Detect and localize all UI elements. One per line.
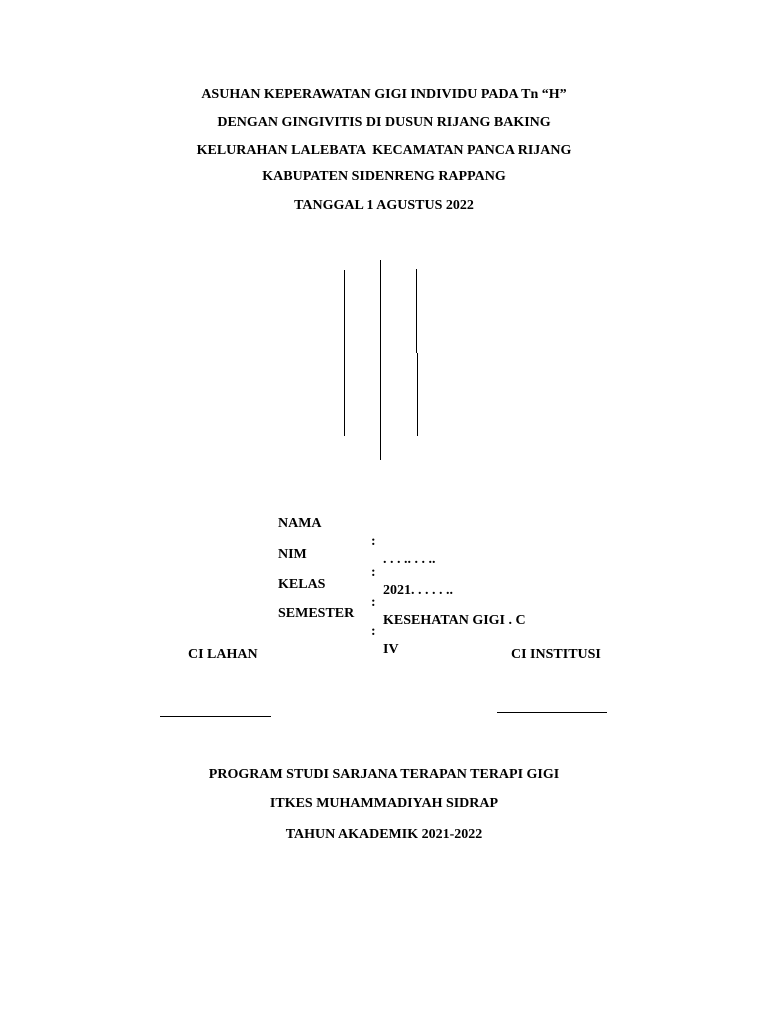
field-label: NAMA (278, 516, 322, 531)
title-line-5: TANGGAL 1 AGUSTUS 2022 (294, 198, 474, 213)
title-line-1: ASUHAN KEPERAWATAN GIGI INDIVIDU PADA Tn “H” (201, 87, 567, 102)
vertical-line-center (380, 260, 381, 460)
field-label: KELAS (278, 577, 326, 592)
vertical-line-left (344, 270, 345, 436)
vertical-line-right-upper (416, 269, 417, 353)
title-line-4: KABUPATEN SIDENRENG RAPPANG (262, 169, 506, 184)
footer-line-2: ITKES MUHAMMADIYAH SIDRAP (269, 796, 499, 811)
field-value: 2021. . . . . .. (383, 583, 453, 598)
field-colon: : (371, 534, 376, 549)
field-value: . . . .. . . .. (383, 552, 436, 567)
field-value: IV (383, 642, 399, 657)
title-line-3: KELURAHAN LALEBATA KECAMATAN PANCA RIJANG (196, 143, 572, 158)
field-value: KESEHATAN GIGI . C (383, 613, 526, 628)
footer-line-1: PROGRAM STUDI SARJANA TERAPAN TERAPI GIGI (208, 767, 560, 782)
field-colon: : (371, 565, 376, 580)
field-colon: : (371, 595, 376, 610)
vertical-line-right-lower (417, 353, 418, 436)
field-colon: : (371, 624, 376, 639)
signature-line-right (497, 712, 607, 713)
title-line-2: DENGAN GINGIVITIS DI DUSUN RIJANG BAKING (217, 115, 551, 130)
field-label: NIM (278, 547, 307, 562)
signature-line-left (160, 716, 271, 717)
footer-line-3: TAHUN AKADEMIK 2021-2022 (285, 827, 483, 842)
field-label: SEMESTER (278, 606, 355, 621)
signature-label-ci-institusi: CI INSTITUSI (511, 647, 601, 662)
signature-label-ci-lahan: CI LAHAN (188, 647, 258, 662)
